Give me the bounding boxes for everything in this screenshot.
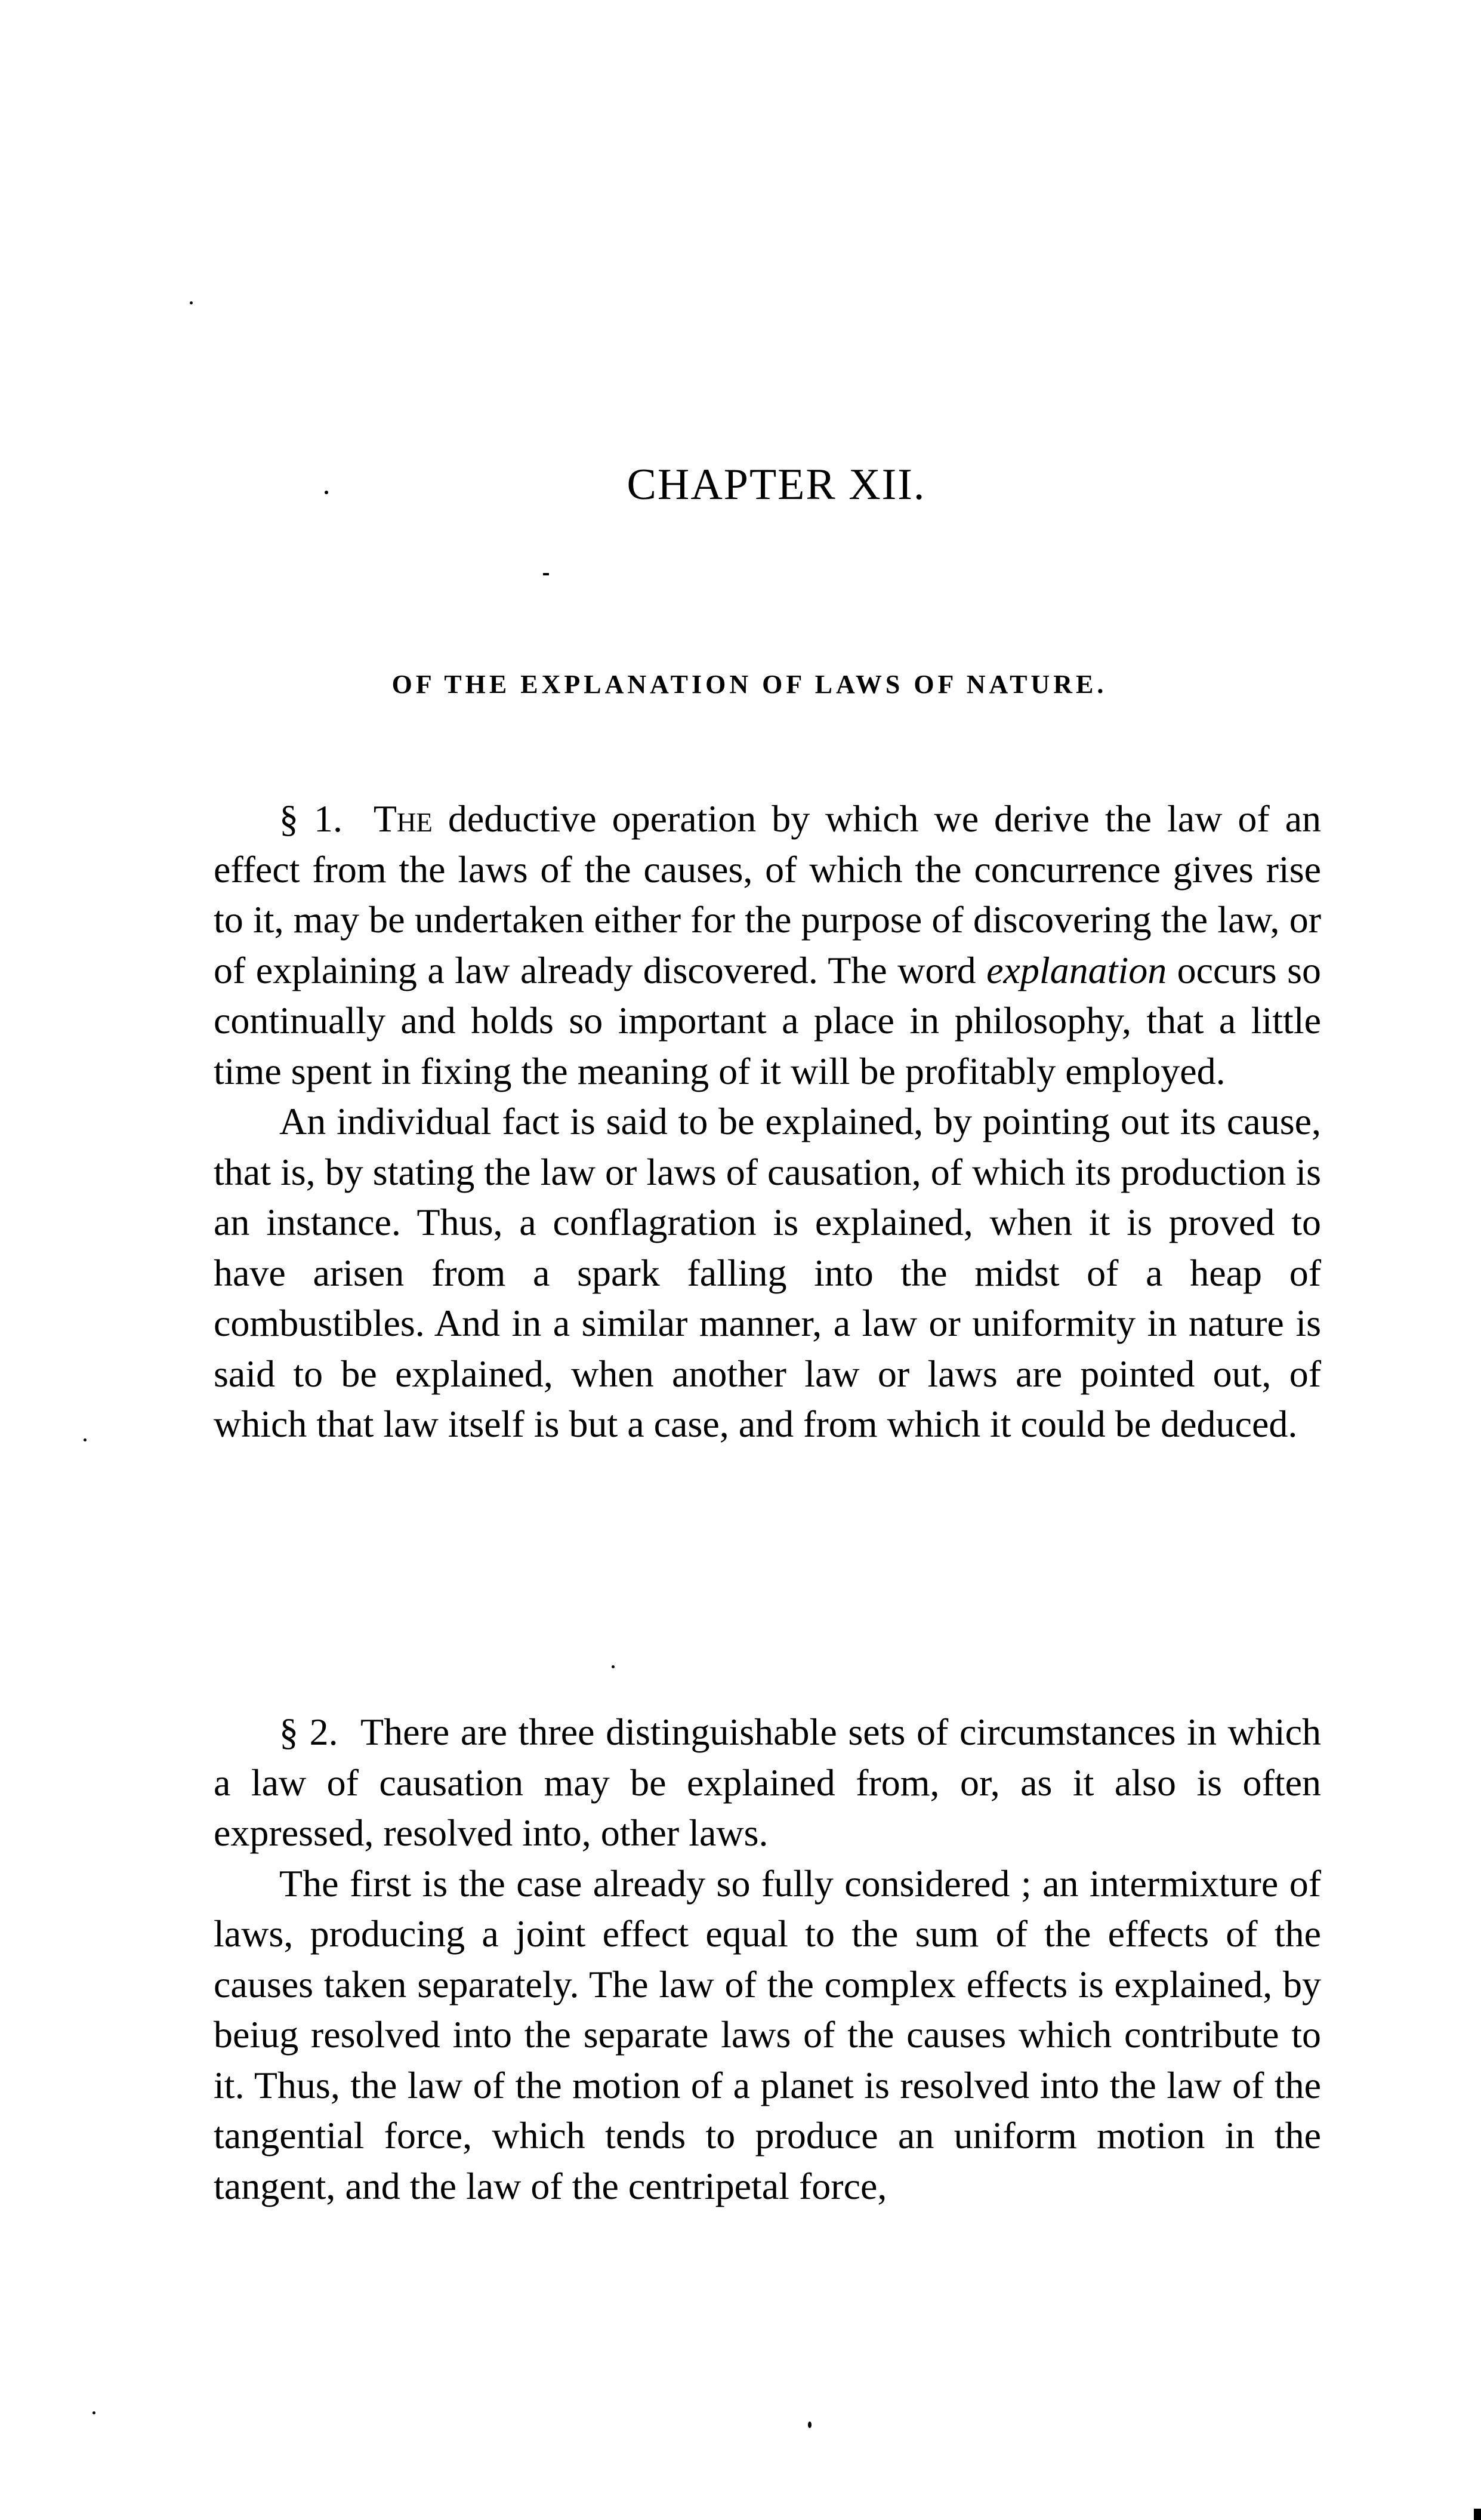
- section-1-paragraph-2: An individual fact is said to be explained, by pointing out its cause, that is, by stating the law or laws of causation, of which its production is an instance. Thus, a conflagration is explained, when it is proved to have arisen from a spark falling into the midst of a heap of combustibles. And in a similar manner, a law or uniformity in nature is said to be explained, when another law or laws are pointed out, of which that law itself is but a case, and from which it could be deduced.: [214, 1100, 1321, 1445]
- section-number: § 2.: [279, 1711, 338, 1753]
- paragraph-text: occurs so continually and holds so important a place in philosophy, that a little time spent in fixing the meaning of it will be profitably employed.: [214, 948, 1321, 1092]
- paragraph-text: deductive operation by which we derive the law of an effect from the laws of the causes, of which the concurrence gives rise to it, may be undertaken either for the purpose of discovering the law, or of explaining a law already discovered. The word: [214, 797, 1321, 991]
- chapter-subtitle: OF THE EXPLANATION OF LAWS OF NATURE.: [391, 670, 1107, 699]
- italic-term: explanation: [986, 948, 1167, 991]
- section-1-paragraph-1: [214, 794, 1321, 1096]
- section-2-paragraph-1: [214, 1707, 1321, 1859]
- lead-smallcaps: The: [373, 797, 433, 840]
- scan-speck: [808, 2422, 812, 2428]
- scan-speck: [84, 1438, 87, 1441]
- scan-speck: [612, 1665, 615, 1668]
- paragraph-text: There are three distinguishable sets of circumstances in which a law of causation may be explained from, or, as it also is often expressed, resolved into, other laws.: [214, 1711, 1321, 1854]
- scan-speck: [92, 2411, 95, 2414]
- section-number: § 1.: [279, 797, 343, 840]
- section-2-paragraph-2: The first is the case already so fully considered ; an intermixture of laws, producing a joint effect equal to the sum of the effects of the causes taken separately. The law of the complex effects is explained, by beiug resolved into the separate laws of the causes which contribute to it. Thus, the law of the motion of a planet is resolved into the law of the tangential force, which tends to produce an uniform motion in the tangent, and the law of the centripetal force,: [214, 1862, 1321, 2207]
- scan-speck: [325, 491, 328, 494]
- scan-speck: [543, 573, 549, 575]
- section-1: [214, 794, 1321, 1450]
- section-2: [214, 1707, 1321, 2211]
- scan-speck: [190, 301, 193, 304]
- chapter-title: CHAPTER XII.: [627, 460, 926, 509]
- scan-speck: [1474, 2509, 1481, 2520]
